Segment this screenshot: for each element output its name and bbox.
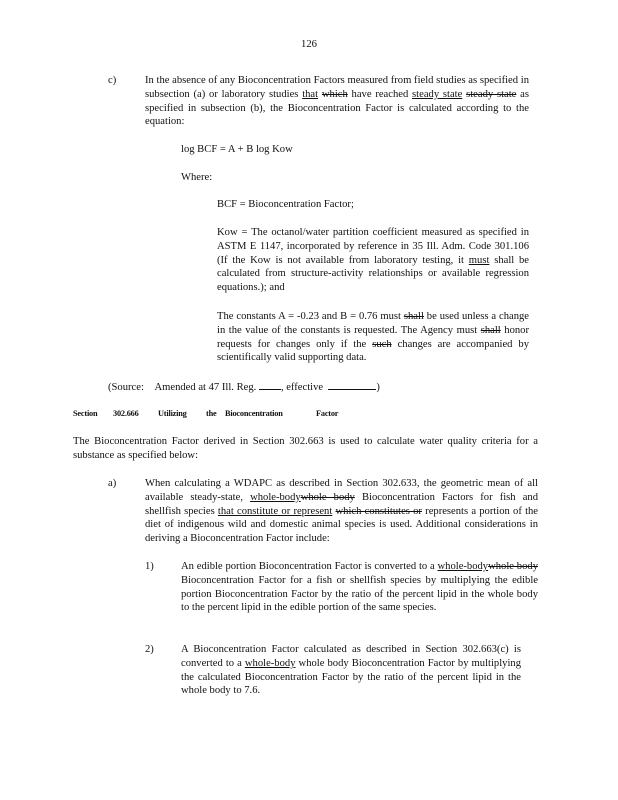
para-c-label: c) <box>108 75 117 86</box>
section-heading: Section 302.666 Utilizing the Bioconcentration Factor <box>73 409 339 418</box>
item-1-text: An edible portion Bioconcentration Factor is converted to a whole-bodywhole body Bioconcentration Factor for a fish or shellfish species by multiplying the edible portion Bioconcentration Factor by the ratio of the percent lipid in the whole body to the percent lipid in the edible portion of the same species. <box>181 561 538 614</box>
page-number: 126 <box>301 39 317 50</box>
kow-definition: Kow = The octanol/water partition coefficient measured as specified in ASTM E 1147, incorporated by reference in 35 Ill. Adm. Code 301.106 (If the Kow is not available from laboratory testing, it must shall be calculated from structure-activity relationships or available regression equations.); and <box>217 227 529 294</box>
para-c-text: In the absence of any Bioconcentration Factors measured from field studies as specified in subsection (a) or laboratory studies that which have reached steady state steady state as specified in subsection (b), the Bioconcentration Factor is calculated according to the equation: <box>145 75 529 128</box>
bcf-definition: BCF = Bioconcentration Factor; <box>217 199 354 210</box>
effective-date-blank <box>328 379 376 390</box>
item-2-text: A Bioconcentration Factor calculated as described in Section 302.663(c) is converted to a whole-body whole body Bioconcentration Factor by multiplying the calculated Bioconcentration Factor by the ratio of the percent lipid in the whole body to 7.6. <box>181 644 521 697</box>
source-note: (Source: Amended at 47 Ill. Reg. , effective ) <box>108 379 380 395</box>
para-a-label: a) <box>108 478 117 489</box>
item-2-label: 2) <box>145 644 154 655</box>
item-1-label: 1) <box>145 561 154 572</box>
intro-paragraph: The Bioconcentration Factor derived in Section 302.663 is used to calculate water quality criteria for a substance as specified below: <box>73 436 538 461</box>
register-page-blank <box>259 379 281 390</box>
bcf-equation: log BCF = A + B log Kow <box>181 144 293 155</box>
para-a-text: When calculating a WDAPC as described in Section 302.633, the geometric mean of all available steady-state, whole-bodywhole body Bioconcentration Factors for fish and shellfish species that constitute or represent which constitutes or represents a portion of the diet of indigenous wild and domestic animal species is used. Additional considerations in deriving a Bioconcentration Factor include: <box>145 478 539 545</box>
constants-paragraph: The constants A = -0.23 and B = 0.76 must shall be used unless a change in the value of the constants is requested. The Agency must shall honor requests for changes only if the such changes are accompanied by scientifically valid supporting data. <box>217 311 529 364</box>
where-label: Where: <box>181 172 213 183</box>
